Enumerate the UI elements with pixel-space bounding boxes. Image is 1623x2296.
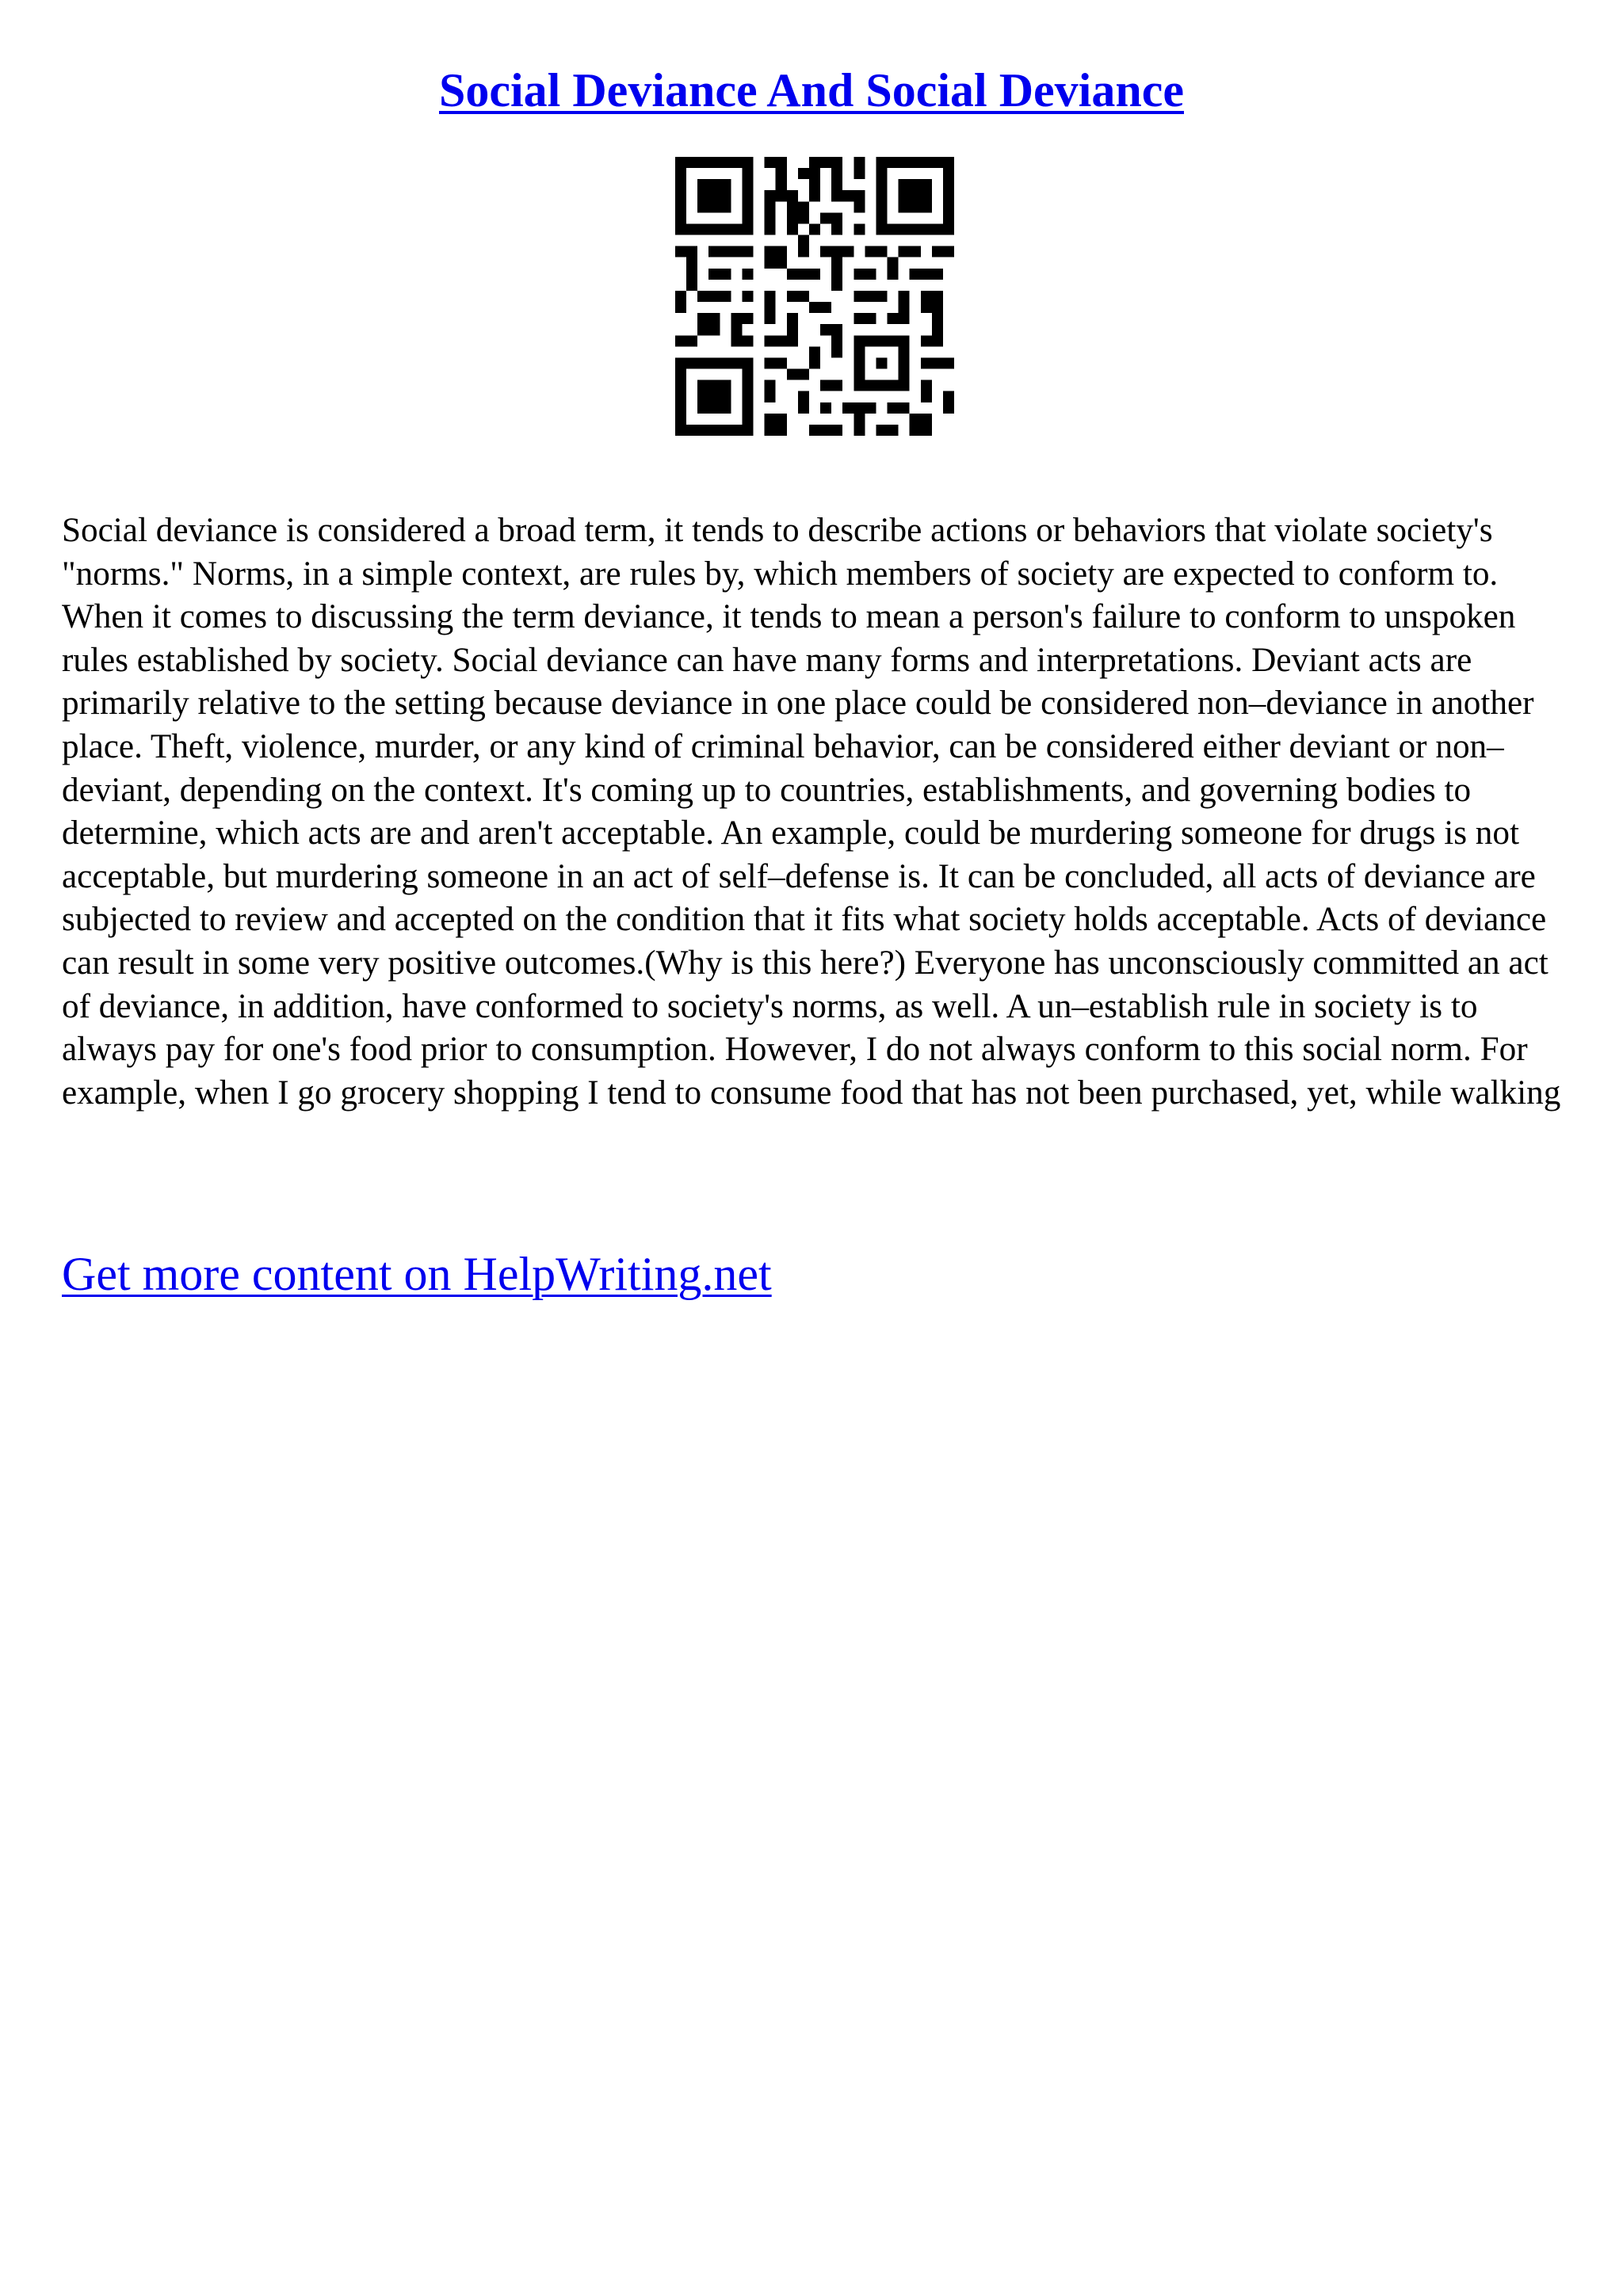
qr-code-icon — [675, 157, 954, 436]
body-paragraph: Social deviance is considered a broad term, it tends to describe actions or behaviors that violate society's "norms." Norms, in a simple context, are rules by, which members of society are expected to conform to. When it comes to discussing the term deviance, it tends to mean a person's failure to conform to unspoken rules established by society. Social deviance can have many forms and interpretations. Deviant acts are primarily relative to the setting because deviance in one place could be considered non–deviance in another place. Theft, violence, murder, or any kind of criminal behavior, can be considered either deviant or non–deviant, depending on the context. It's coming up to countries, establishments, and governing bodies to determine, which acts are and aren't acceptable. An example, could be murdering someone for drugs is not acceptable, but murdering someone in an act of self–defense is. It can be concluded, all acts of deviance are subjected to review and accepted on the condition that it fits what society holds acceptable. Acts of deviance can result in some very positive outcomes.(Why is this here?) Everyone has unconsciously committed an act of deviance, in addition, have conformed to society's norms, as well. A un–establish rule in society is to always pay for one's food prior to consumption. However, I do not always conform to this social norm. For example, when I go grocery shopping I tend to consume food that has not been purchased, yet, while walking — [62, 512, 1561, 1112]
more-content-line — [62, 1242, 772, 1306]
more-content-link[interactable]: Get more content on HelpWriting.net — [62, 1248, 772, 1300]
document-title — [0, 59, 1623, 122]
title-link[interactable]: Social Deviance And Social Deviance — [439, 64, 1184, 116]
